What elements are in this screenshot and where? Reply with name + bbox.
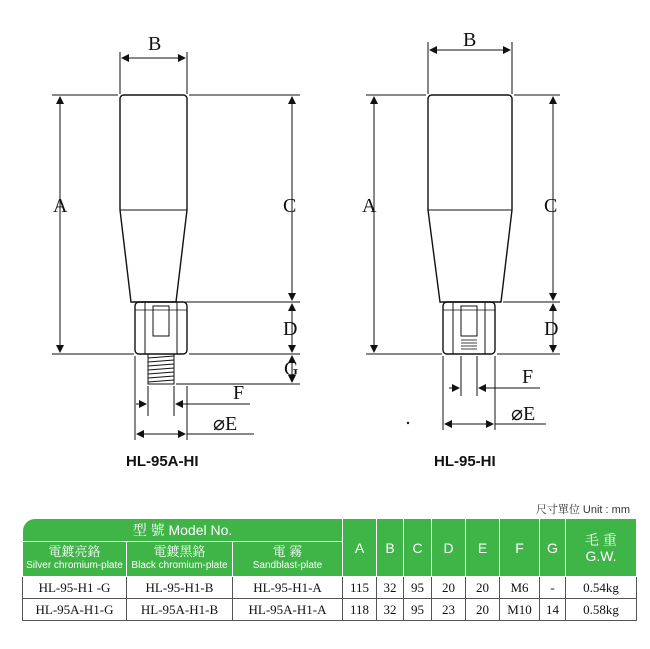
dimensions-left: [52, 52, 300, 440]
model-label-hl-95-hi: HL-95-HI: [434, 453, 496, 470]
dim-label-d-left: D: [283, 318, 298, 340]
col-header-b: B: [377, 519, 404, 577]
cell-silver: HL-95A-H1-G: [23, 599, 127, 621]
finish-header-black: [127, 542, 233, 577]
cell-f: M10: [500, 599, 540, 621]
dim-label-e-left: ⌀E: [213, 413, 238, 435]
col-header-weight: [566, 519, 637, 577]
col-header-d: D: [432, 519, 466, 577]
dim-label-e-right: ⌀E: [511, 403, 536, 425]
cell-g: -: [540, 577, 566, 599]
knob-body: [120, 95, 187, 302]
dim-label-f-right: F: [522, 366, 534, 388]
cell-g: 14: [540, 599, 566, 621]
finish-zh: 電鍍亮鉻: [48, 544, 101, 559]
cell-weight: 0.58kg: [566, 599, 637, 621]
model-label-hl-95a-hi: HL-95A-HI: [126, 453, 199, 470]
spec-table: [22, 518, 637, 621]
dim-label-g-left: G: [284, 358, 299, 380]
dim-label-b-right: B: [463, 29, 477, 51]
cell-weight: 0.54kg: [566, 577, 637, 599]
cell-c: 95: [404, 577, 432, 599]
dim-label-c-left: C: [283, 195, 297, 217]
weight-header-en: G.W.: [585, 547, 617, 564]
dim-label-f-left: F: [233, 382, 245, 404]
cell-silver: HL-95-H1 -G: [23, 577, 127, 599]
finish-en: Black chromium-plate: [131, 560, 228, 571]
knob-body: [428, 95, 512, 302]
dim-label-b-left: B: [148, 33, 162, 55]
cell-e: 20: [466, 577, 500, 599]
cell-e: 20: [466, 599, 500, 621]
cell-c: 95: [404, 599, 432, 621]
cell-b: 32: [377, 577, 404, 599]
dim-label-a-left: A: [53, 195, 68, 217]
finish-zh: 電鍍黑鉻: [153, 544, 206, 559]
col-header-g: G: [540, 519, 566, 577]
weight-header-zh: 毛 重: [585, 531, 617, 548]
col-header-f: F: [500, 519, 540, 577]
col-header-a: A: [343, 519, 377, 577]
finish-en: Silver chromium-plate: [26, 560, 123, 571]
model-no-header: 型 號 Model No.: [23, 519, 343, 542]
dim-label-d-right: D: [544, 318, 559, 340]
cell-sandblast: HL-95A-H1-A: [233, 599, 343, 621]
finish-header-sandblast: [233, 542, 343, 577]
finish-zh: 電 霧: [272, 544, 303, 559]
table-row: [23, 599, 637, 621]
tapped-hole: [461, 340, 477, 349]
threaded-stud: [148, 354, 174, 384]
drawing-hl-95-hi: [428, 95, 512, 354]
cell-d: 23: [432, 599, 466, 621]
cell-b: 32: [377, 599, 404, 621]
cell-a: 115: [343, 577, 377, 599]
col-header-e: E: [466, 519, 500, 577]
cell-black: HL-95-H1-B: [127, 577, 233, 599]
cell-black: HL-95A-H1-B: [127, 599, 233, 621]
cell-sandblast: HL-95-H1-A: [233, 577, 343, 599]
cell-f: M6: [500, 577, 540, 599]
unit-note: 尺寸單位 Unit : mm: [535, 504, 630, 516]
cell-d: 20: [432, 577, 466, 599]
dim-label-a-right: A: [362, 195, 377, 217]
drawing-hl-95a-hi: [120, 95, 187, 384]
finish-en: Sandblast-plate: [252, 560, 323, 571]
table-row: [23, 577, 637, 599]
dim-label-c-right: C: [544, 195, 558, 217]
col-header-c: C: [404, 519, 432, 577]
cell-a: 118: [343, 599, 377, 621]
finish-header-silver: [23, 542, 127, 577]
